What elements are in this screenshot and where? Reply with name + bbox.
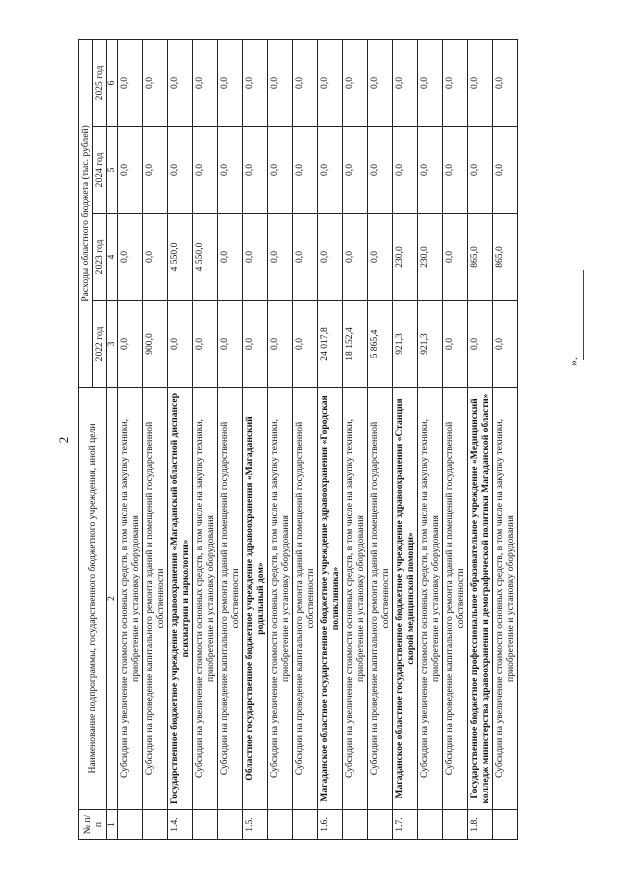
value-2022: 921,3 [418,301,443,388]
value-2022: 900,0 [143,301,168,388]
value-2024: 0,0 [493,127,518,214]
value-2022: 0,0 [243,301,268,388]
row-name: Областное государственное бюджетное учреждение здравоохранения «Магаданский родильный дом» [243,388,268,810]
value-2023: 0,0 [143,214,168,301]
header-name: Наименование подпрограммы, государственного бюджетного учреждения, иной цели [79,388,107,810]
value-2024: 0,0 [118,127,143,214]
row-number: 1.6. [318,810,343,840]
header-year-2024: 2024 год [93,127,107,214]
value-2022: 0,0 [443,301,468,388]
row-name: Субсидии на увеличение стоимости основных средств, в том числе на закупку техники, приобретение и установку оборудования [268,388,293,810]
table-row [243,39,268,839]
document-page [56,40,616,840]
row-name: Субсидии на увеличение стоимости основных средств, в том числе на закупку техники, приобретение и установку оборудования [118,388,143,810]
row-number [368,810,393,840]
value-2024: 0,0 [193,127,218,214]
value-2023: 865,0 [493,214,518,301]
value-2022: 0,0 [493,301,518,388]
value-2024: 0,0 [468,127,493,214]
row-name: Субсидии на увеличение стоимости основных средств, в том числе на закупку техники, приобретение и установку оборудования [343,388,368,810]
header-year-2025: 2025 год [93,39,107,126]
row-number [293,810,318,840]
column-index: 1 [107,810,118,840]
table-row [468,39,493,839]
value-2024: 0,0 [143,127,168,214]
value-2022: 0,0 [168,301,193,388]
value-2023: 0,0 [243,214,268,301]
value-2023: 230,0 [418,214,443,301]
value-2025: 0,0 [468,39,493,126]
table-row [143,39,168,839]
column-index: 5 [107,127,118,214]
value-2024: 0,0 [418,127,443,214]
value-2022: 0,0 [193,301,218,388]
row-number [193,810,218,840]
value-2023: 0,0 [343,214,368,301]
row-name: Государственное бюджетное учреждение здравоохранения «Магаданский областной диспансер психиатрии и наркологии» [168,388,193,810]
value-2023: 0,0 [268,214,293,301]
value-2025: 0,0 [143,39,168,126]
table-row [168,39,193,839]
value-2025: 0,0 [493,39,518,126]
value-2023: 230,0 [393,214,418,301]
row-name: Субсидии на проведение капитального ремонта зданий и помещений государственной собственности [368,388,393,810]
value-2025: 0,0 [268,39,293,126]
value-2023: 4 550,0 [193,214,218,301]
row-name: Магаданское областное государственное бюджетное учреждение здравоохранения «Станция скорой медицинской помощи» [393,388,418,810]
row-number [343,810,368,840]
value-2024: 0,0 [393,127,418,214]
table-row [418,39,443,839]
value-2022: 0,0 [293,301,318,388]
value-2024: 0,0 [293,127,318,214]
row-number: 1.8. [468,810,493,840]
value-2023: 0,0 [293,214,318,301]
value-2022: 0,0 [218,301,243,388]
value-2023: 0,0 [218,214,243,301]
table-row [318,39,343,839]
row-name: Субсидии на увеличение стоимости основных средств, в том числе на закупку техники, приобретение и установку оборудования [493,388,518,810]
page-number: 2 [56,436,71,444]
row-number [268,810,293,840]
value-2022: 18 152,4 [343,301,368,388]
row-name: Субсидии на проведение капитального ремонта зданий и помещений государственной собственности [443,388,468,810]
value-2025: 0,0 [218,39,243,126]
value-2024: 0,0 [218,127,243,214]
table-row [443,39,468,839]
row-number: 1.7. [393,810,418,840]
closing-rule [583,270,584,360]
row-number [493,810,518,840]
table-row [393,39,418,839]
header-year-2023: 2023 год [93,214,107,301]
header-no: № п/п [79,810,107,840]
value-2022: 921,3 [393,301,418,388]
row-number: 1.5. [243,810,268,840]
row-number [443,810,468,840]
table-row [118,39,143,839]
column-index: 3 [107,301,118,388]
value-2025: 0,0 [318,39,343,126]
table-row [293,39,318,839]
value-2023: 0,0 [443,214,468,301]
value-2025: 0,0 [393,39,418,126]
row-number: 1.4. [168,810,193,840]
header-year-2022: 2022 год [93,301,107,388]
value-2025: 0,0 [168,39,193,126]
value-2023: 0,0 [368,214,393,301]
column-index: 2 [107,388,118,810]
row-name: Магаданское областное государственное бюджетное учреждение здравоохранения «Городская поликлиника» [318,388,343,810]
table-row [193,39,218,839]
row-name: Государственное бюджетное профессиональное образовательное учреждение «Медицинский колледж министерства здравоохранения и демографической политики Магаданской области» [468,388,493,810]
column-index: 6 [107,39,118,126]
value-2024: 0,0 [168,127,193,214]
value-2024: 0,0 [318,127,343,214]
value-2024: 0,0 [368,127,393,214]
value-2025: 0,0 [243,39,268,126]
value-2025: 0,0 [368,39,393,126]
row-number [218,810,243,840]
column-index-row [107,39,118,839]
row-name: Субсидии на увеличение стоимости основных средств, в том числе на закупку техники, приобретение и установку оборудования [193,388,218,810]
value-2025: 0,0 [293,39,318,126]
value-2023: 865,0 [468,214,493,301]
table-row [493,39,518,839]
budget-table [78,39,518,840]
table-row [343,39,368,839]
value-2025: 0,0 [418,39,443,126]
value-2025: 0,0 [343,39,368,126]
value-2024: 0,0 [443,127,468,214]
row-name: Субсидии на увеличение стоимости основных средств, в том числе на закупку техники, приобретение и установку оборудования [418,388,443,810]
row-name: Субсидии на проведение капитального ремонта зданий и помещений государственной собственности [218,388,243,810]
value-2023: 0,0 [118,214,143,301]
value-2025: 0,0 [118,39,143,126]
table-row [268,39,293,839]
row-name: Субсидии на проведение капитального ремонта зданий и помещений государственной собственности [293,388,318,810]
value-2022: 5 865,4 [368,301,393,388]
closing-quote: ». [566,357,580,366]
table-row [218,39,243,839]
value-2024: 0,0 [243,127,268,214]
row-number [118,810,143,840]
value-2023: 0,0 [318,214,343,301]
value-2022: 0,0 [468,301,493,388]
row-number [143,810,168,840]
value-2022: 24 017,8 [318,301,343,388]
value-2024: 0,0 [343,127,368,214]
column-index: 4 [107,214,118,301]
value-2023: 4 550,0 [168,214,193,301]
table-row [368,39,393,839]
row-name: Субсидии на проведение капитального ремонта зданий и помещений государственной собственности [143,388,168,810]
value-2022: 0,0 [118,301,143,388]
table-header-row [79,39,93,839]
header-expenses: Расходы областного бюджета (тыс. рублей) [79,39,93,387]
value-2024: 0,0 [268,127,293,214]
row-number [418,810,443,840]
value-2025: 0,0 [193,39,218,126]
value-2025: 0,0 [443,39,468,126]
value-2022: 0,0 [268,301,293,388]
